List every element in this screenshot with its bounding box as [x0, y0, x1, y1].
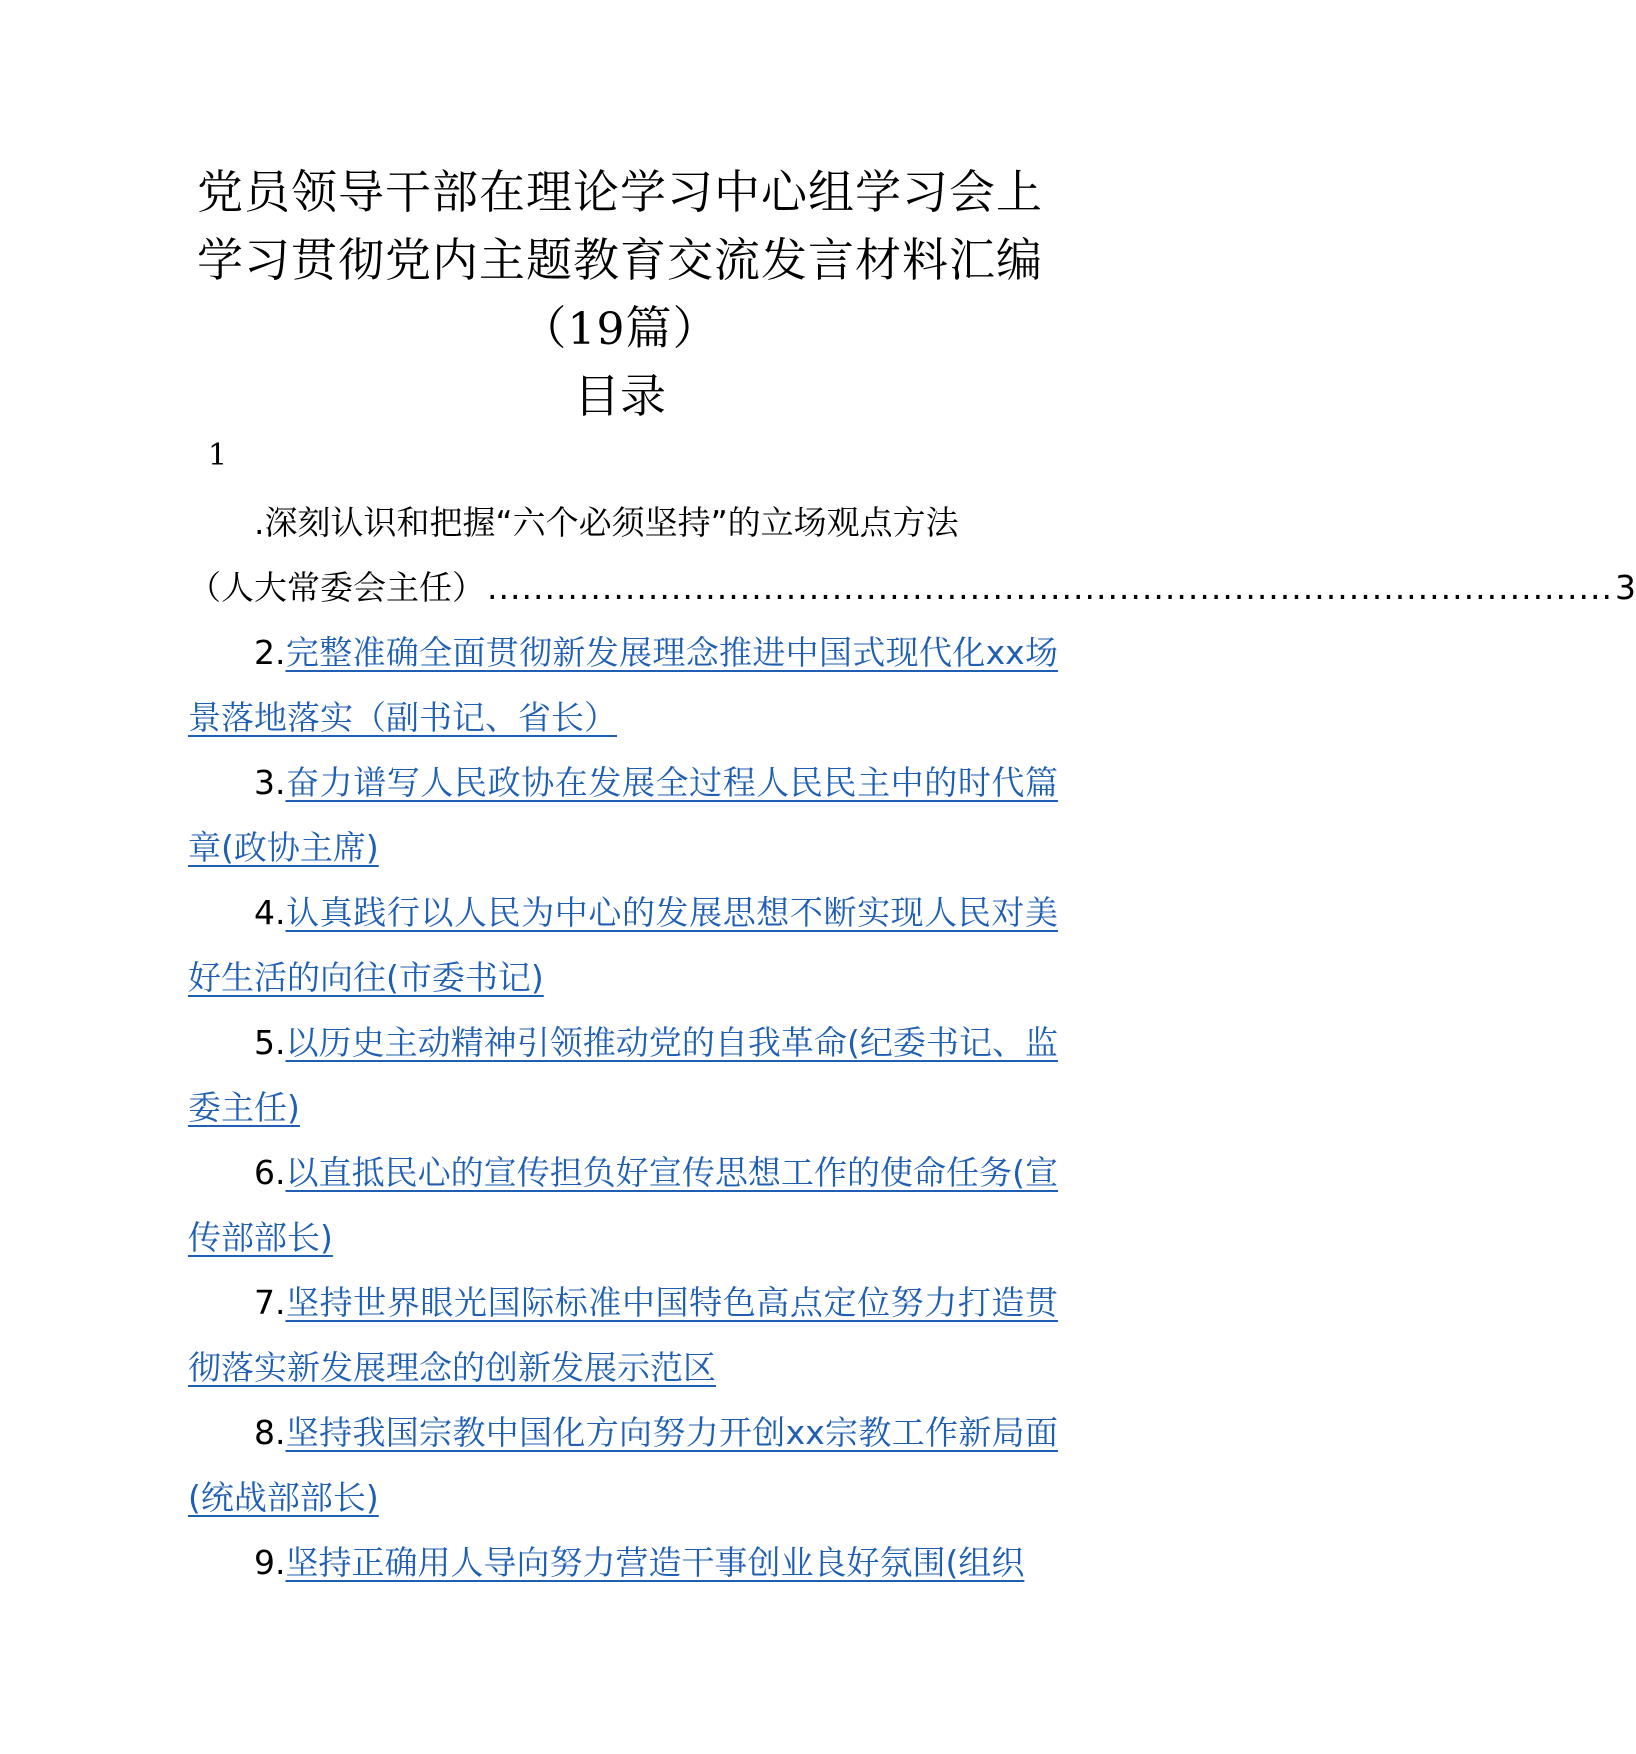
- toc-item-3[interactable]: [188, 750, 1058, 880]
- toc-item-1-text-cont: （人大常委会主任）: [188, 568, 485, 607]
- toc-item-number: 2.: [254, 633, 286, 672]
- toc-item-link[interactable]: 认真践行以人民为中心的发展思想不断实现人民对美好生活的向往(市委书记): [188, 893, 1058, 997]
- toc-item-1-leader-line[interactable]: [188, 555, 1636, 620]
- toc-item-number: 5.: [254, 1023, 286, 1062]
- toc-item-number: 9.: [254, 1543, 286, 1582]
- title-count-open: （: [520, 301, 568, 355]
- toc-item-number: 7.: [254, 1283, 286, 1322]
- toc-item-6[interactable]: [188, 1140, 1058, 1270]
- toc-item-1-dot-leader: ..................................................................................................: [487, 568, 1613, 607]
- toc-item-5[interactable]: [188, 1010, 1058, 1140]
- title-line-2: 学习贯彻党内主题教育交流发言材料汇编: [197, 233, 1043, 287]
- toc-item-link[interactable]: 坚持世界眼光国际标准中国特色高点定位努力打造贯彻落实新发展理念的创新发展示范区: [188, 1283, 1058, 1387]
- toc-first-item-number: 1: [208, 438, 228, 473]
- toc-item-1[interactable]: [188, 490, 1058, 555]
- title-count-number: 19: [567, 304, 626, 355]
- toc-item-2[interactable]: [188, 620, 1058, 750]
- toc-item-link[interactable]: 以直抵民心的宣传担负好宣传思想工作的使命任务(宣传部部长): [188, 1153, 1058, 1257]
- toc-item-number: 6.: [254, 1153, 286, 1192]
- toc-item-link[interactable]: 完整准确全面贯彻新发展理念推进中国式现代化xx场景落地落实（副书记、省长）: [188, 633, 1058, 737]
- title-line-1: 党员领导干部在理论学习中心组学习会上: [197, 165, 1043, 219]
- toc-item-number: 8.: [254, 1413, 286, 1452]
- table-of-contents: [188, 490, 1636, 1595]
- toc-item-number: 4.: [254, 893, 286, 932]
- toc-item-link[interactable]: 以历史主动精神引领推动党的自我革命(纪委书记、监委主任): [188, 1023, 1058, 1127]
- toc-item-link[interactable]: 奋力谱写人民政协在发展全过程人民民主中的时代篇章(政协主席): [188, 763, 1058, 867]
- toc-item-8[interactable]: [188, 1400, 1058, 1530]
- toc-item-number: 3.: [254, 763, 286, 802]
- toc-item-1-page-number: 3: [1615, 568, 1636, 607]
- toc-item-7[interactable]: [188, 1270, 1058, 1400]
- toc-item-link[interactable]: 坚持正确用人导向努力营造干事创业良好氛围(组织: [285, 1543, 1025, 1582]
- document-title: [150, 158, 1090, 364]
- title-count-close: 篇）: [625, 301, 720, 355]
- toc-item-9[interactable]: [188, 1530, 1058, 1595]
- toc-item-4[interactable]: [188, 880, 1058, 1010]
- toc-item-1-text: .深刻认识和把握“六个必须坚持”的立场观点方法: [254, 503, 959, 542]
- toc-heading: 目录: [574, 369, 666, 423]
- title-count: [150, 294, 1090, 364]
- toc-item-link[interactable]: 坚持我国宗教中国化方向努力开创xx宗教工作新局面(统战部部长): [188, 1413, 1058, 1517]
